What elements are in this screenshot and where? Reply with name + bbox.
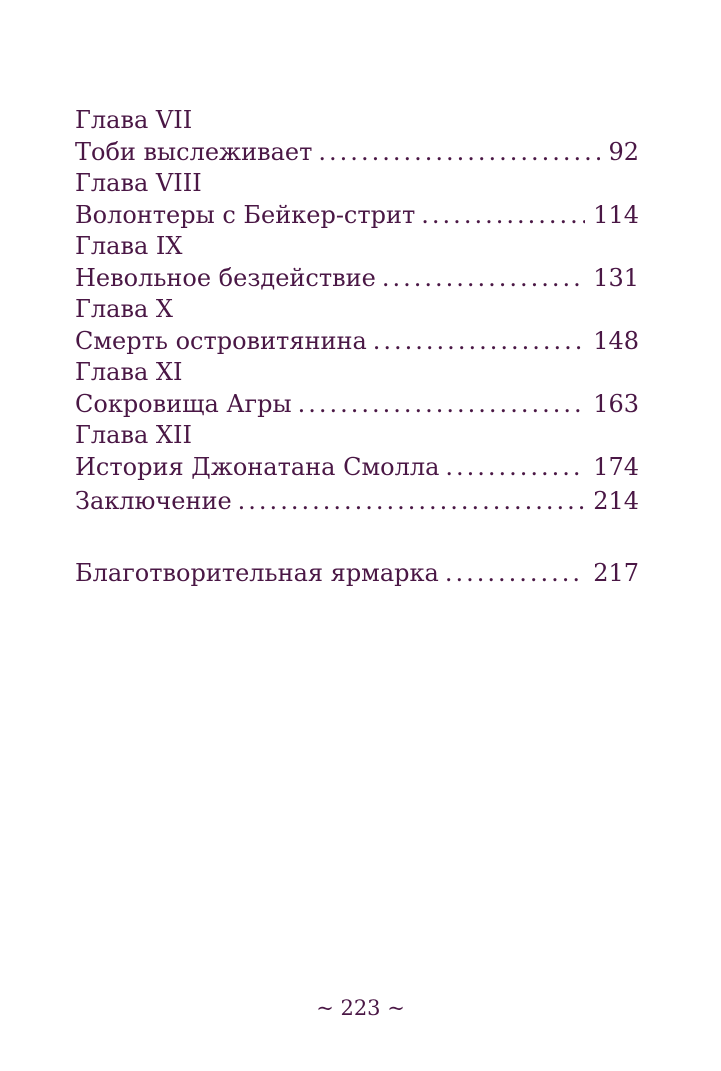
table-of-contents <box>75 106 639 590</box>
page-number: 217 <box>593 559 639 587</box>
toc-line <box>75 324 639 358</box>
toc-line <box>75 484 639 518</box>
dot-leader <box>421 198 585 232</box>
dot-leader <box>298 387 586 421</box>
chapter-number: Глава X <box>75 295 173 323</box>
toc-entry-chapter-11 <box>75 358 639 421</box>
page-folio: ~ 223 ~ <box>316 996 405 1020</box>
chapter-title: Тоби выслеживает <box>75 138 313 166</box>
dot-leader <box>238 484 586 518</box>
toc-entry-chapter-10 <box>75 295 639 358</box>
chapter-number: Глава VIII <box>75 169 202 197</box>
section-gap <box>75 518 639 556</box>
chapter-number: Глава XI <box>75 358 183 386</box>
toc-line <box>75 450 639 484</box>
page-number: 92 <box>608 138 639 166</box>
toc-line <box>75 387 639 421</box>
page-number: 131 <box>593 264 639 292</box>
dot-leader <box>445 556 585 590</box>
chapter-number: Глава IX <box>75 232 183 260</box>
toc-line <box>75 135 639 169</box>
page-number: 148 <box>593 327 639 355</box>
appendix-title: Благотворительная ярмарка <box>75 559 439 587</box>
toc-entry-chapter-7 <box>75 106 639 169</box>
dot-leader <box>373 324 585 358</box>
toc-entry-chapter-9 <box>75 232 639 295</box>
chapter-title: История Джонатана Смолла <box>75 453 440 481</box>
page-number: 214 <box>593 487 639 515</box>
toc-line <box>75 556 639 590</box>
toc-line <box>75 198 639 232</box>
toc-entry-conclusion <box>75 484 639 518</box>
page-number: 114 <box>593 201 639 229</box>
dot-leader <box>445 450 585 484</box>
chapter-title: Волонтеры с Бейкер-стрит <box>75 201 416 229</box>
dot-leader <box>382 261 585 295</box>
conclusion-title: Заключение <box>75 487 232 515</box>
toc-line <box>75 261 639 295</box>
dot-leader <box>318 135 600 169</box>
toc-entry-chapter-12 <box>75 421 639 484</box>
chapter-number: Глава VII <box>75 106 193 134</box>
page-number: 174 <box>593 453 639 481</box>
chapter-number: Глава XII <box>75 421 192 449</box>
chapter-title: Смерть островитянина <box>75 327 367 355</box>
toc-entry-chapter-8 <box>75 169 639 232</box>
page-number: 163 <box>593 390 639 418</box>
toc-entry-appendix <box>75 556 639 590</box>
chapter-title: Невольное бездействие <box>75 264 376 292</box>
chapter-title: Сокровища Агры <box>75 390 292 418</box>
